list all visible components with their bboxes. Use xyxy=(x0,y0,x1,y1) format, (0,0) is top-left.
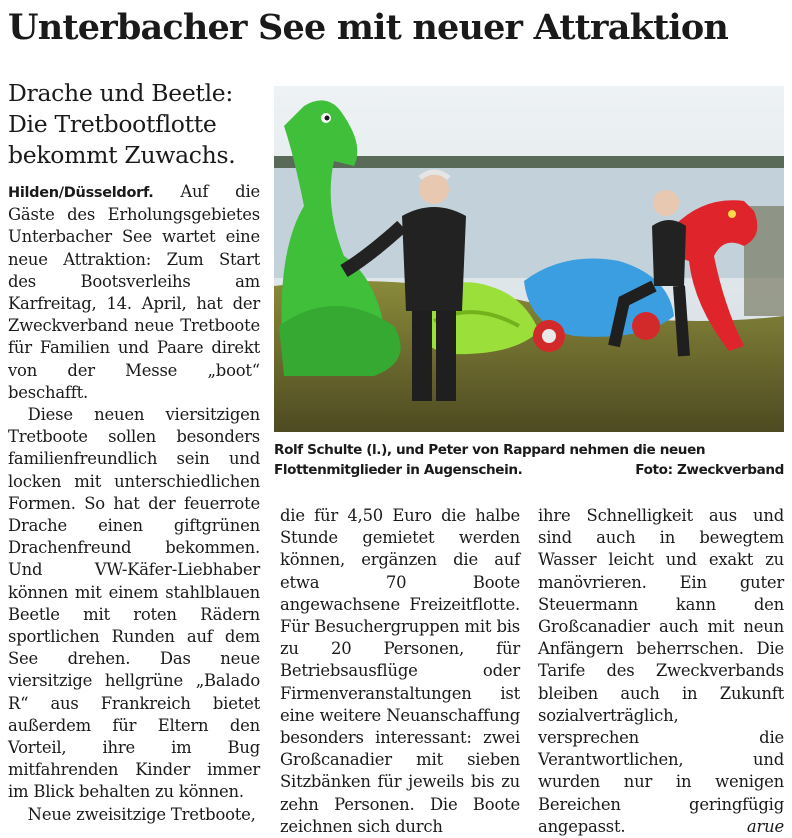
dateline: Hilden/Düsseldorf. xyxy=(8,185,154,201)
article-column-2 xyxy=(280,505,520,836)
caption-text: Rolf Schulte (l.), und Peter von Rappard nehmen die neuen Flottenmitglieder in Augenschein. xyxy=(274,442,706,478)
subheadline xyxy=(8,78,268,171)
paragraph-3: Neue zweisitzige Tretboote, xyxy=(27,804,256,824)
article-photo xyxy=(274,86,784,432)
photo-illustration xyxy=(274,86,784,432)
subhead-line-1: Drache und Beetle: xyxy=(8,79,234,107)
subhead-line-2: Die Tretbootflotte xyxy=(8,110,217,138)
column-2-text: die für 4,50 Euro die halbe Stunde gemietet werden können, ergänzen die auf etwa 70 Boote angewachsene Freizeitflotte. Für Besuchergruppen mit bis zu 20 Personen, für Betriebsausflüge oder Firmenveranstaltungen ist eine weitere Neuanschaffung besonders interessant: zwei Großcanadier mit sieben Sitzbänken für jeweils bis zu zehn Personen. Die Boote zeichnen sich durch xyxy=(280,506,520,836)
paragraph-2: Diese neuen viersitzigen Tretboote sollen besonders familienfreundlich sein und locken mit unterschiedlichen Formen. So hat der feuerrote Drache einen giftgrünen Drachenfreund bekommen. Und VW-Käfer-Liebhaber können mit einem stahlblauen Beetle mit roten Rädern sportlichen Runden auf dem See drehen. Das neue viersitzige hellgrüne „Balado R“ aus Frankreich bietet außerdem für Eltern den Vorteil, ihre im Bug mitfahrenden Kinder immer im Blick behalten zu können. xyxy=(8,405,260,802)
author-signature: arue xyxy=(746,816,784,836)
headline: Unterbacher See mit neuer Attraktion xyxy=(8,7,729,48)
column-3-text xyxy=(538,505,784,838)
photo-caption xyxy=(274,440,784,480)
article-column-3 xyxy=(538,505,784,836)
subhead-line-3: bekommt Zuwachs. xyxy=(8,141,236,169)
article-column-1 xyxy=(8,181,260,824)
photo-credit: Foto: Zweckverband xyxy=(635,462,784,478)
column-3-body: ihre Schnelligkeit aus und sind auch in bewegtem Wasser leicht und exakt zu manövrieren. Ein guter Steuermann kann den Großcanadier auch mit neun Anfängern beherrschen. Die Tarife des Zweckverbands bleiben auch in Zukunft sozialverträglich, versprechen die Verantwortlichen, und wurden nur in wenigen Bereichen geringfügig angepasst. xyxy=(538,506,784,836)
paragraph-1-text: Auf die Gäste des Erholungsgebietes Unterbacher See wartet eine neue Attraktion: Zum Start des Bootsverleihs am Karfreitag, 14. April, hat der Zweckverband neue Tretboote für Familien und Paare direkt von der Messe „boot“ beschafft. xyxy=(8,182,260,402)
paragraph-1 xyxy=(8,181,260,404)
